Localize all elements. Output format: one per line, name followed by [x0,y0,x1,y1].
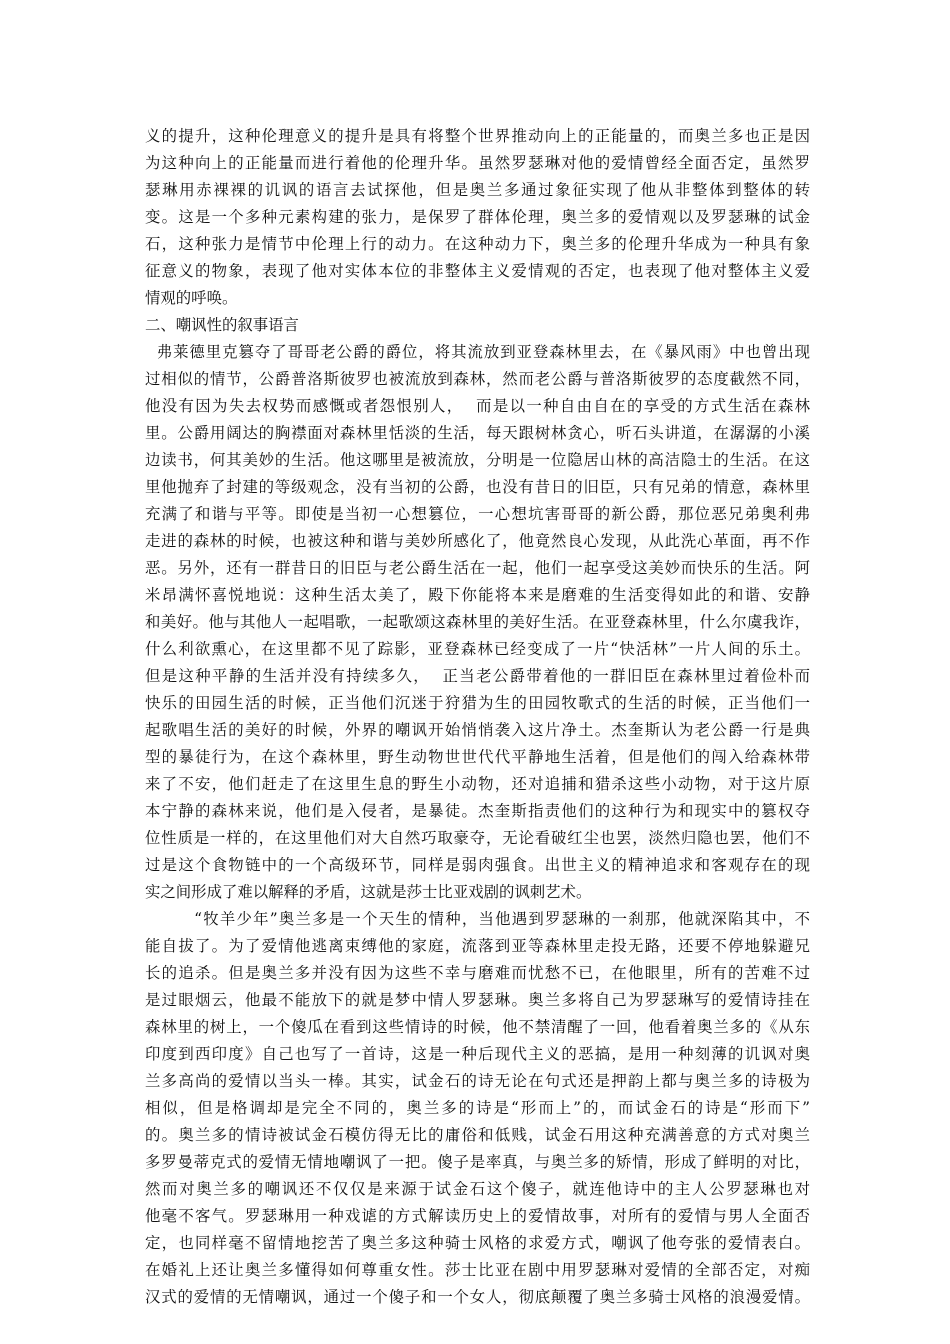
text-line: 弗莱德里克篡夺了哥哥老公爵的爵位，将其流放到亚登森林里去，在《暴风雨》中也曾出现 [145,343,810,361]
text-line: 汉式的爱情的无情嘲讽，通过一个傻子和一个女人，彻底颠覆了奥兰多骑士风格的浪漫爱情。 [145,1288,810,1306]
text-line: 位性质是一样的，在这里他们对大自然巧取豪夺，无论看破红尘也罢，淡然归隐也罢，他们不 [145,829,810,847]
text-line: 实之间形成了难以解释的矛盾，这就是莎士比亚戏剧的讽刺艺术。 [145,883,592,901]
text-line: 过相似的情节，公爵普洛斯彼罗也被流放到森林，然而老公爵与普洛斯彼罗的态度截然不同， [145,370,810,388]
text-line: 里。公爵用阔达的胸襟面对森林里恬淡的生活，每天跟树林贪心，听石头讲道，在潺潺的小溪 [145,424,810,442]
text-line: 但是这种平静的生活并没有持续多久， 正当老公爵带着他的一群旧臣在森林里过着俭朴而 [145,667,810,685]
text-line: 在婚礼上还让奥兰多懂得如何尊重女性。莎士比亚在剧中用罗瑟琳对爱情的全部否定，对痴 [145,1261,810,1279]
text-line: 印度到西印度》自己也写了一首诗，这是一种后现代主义的恶搞，是用一种刻薄的讥讽对奥 [145,1045,810,1063]
text-line: 来了不安，他们赶走了在这里生息的野生小动物，还对追捕和猎杀这些小动物，对于这片原 [145,775,810,793]
text-line: 定，也同样毫不留情地挖苦了奥兰多这种骑士风格的求爱方式，嘲讽了他夸张的爱情表白。 [145,1234,810,1252]
text-line: 和美好。他与其他人一起唱歌，一起歌颂这森林里的美好生活。在亚登森林里，什么尔虞我诈， [145,613,810,631]
text-line: 情观的呼唤。 [145,289,238,307]
text-line: 走进的森林的时候，也被这种和谐与美妙所感化了，他竟然良心发现，从此洗心革面，再不作 [145,532,810,550]
text-line: 是过眼烟云，他最不能放下的就是梦中情人罗瑟琳。奥兰多将自己为罗瑟琳写的爱情诗挂在 [145,991,810,1009]
text-line: 相似，但是格调却是完全不同的，奥兰多的诗是“形而上”的，而试金石的诗是“形而下” [145,1099,810,1117]
text-line: 本宁静的森林来说，他们是入侵者，是暴徒。杰奎斯指责他们的这种行为和现实中的篡权夺 [145,802,810,820]
text-line: 为这种向上的正能量而进行着他的伦理升华。虽然罗瑟琳对他的爱情曾经全面否定，虽然罗 [145,154,810,172]
text-line: 变。这是一个多种元素构建的张力，是保罗了群体伦理，奥兰多的爱情观以及罗瑟琳的试金 [145,208,810,226]
text-line: 型的暴徒行为，在这个森林里，野生动物世世代代平静地生活着，但是他们的闯入给森林带 [145,748,810,766]
text-line: 能自拔了。为了爱情他逃离束缚他的家庭，流落到亚等森林里走投无路，还要不停地躲避兄 [145,937,810,955]
text-line: 长的追杀。但是奥兰多并没有因为这些不幸与磨难而忧愁不已，在他眼里，所有的苦难不过 [145,964,810,982]
text-line: 的。奥兰多的情诗被试金石模仿得无比的庸俗和低贱，试金石用这种充满善意的方式对奥兰 [145,1126,810,1144]
text-line: 森林里的树上，一个傻瓜在看到这些情诗的时候，他不禁清醒了一回，他看着奥兰多的《从东 [145,1018,810,1036]
text-line: 米昂满怀喜悦地说：这种生活太美了，殿下你能将本来是磨难的生活变得如此的和谐、安静 [145,586,810,604]
text-line: 他没有因为失去权势而感慨或者怨恨别人， 而是以一种自由自在的享受的方式生活在森林 [145,397,810,415]
section-heading: 二、嘲讽性的叙事语言 [145,316,299,334]
paragraph-forest-exile [145,339,810,906]
text-line: 他毫不客气。罗瑟琳用一种戏谑的方式解读历史上的爱情故事，对所有的爱情与男人全面否 [145,1207,810,1225]
text-line: 然而对奥兰多的嘲讽还不仅仅是来源于试金石这个傻子，就连他诗中的主人公罗瑟琳也对 [145,1180,810,1198]
text-line: 充满了和谐与平等。即使是当初一心想篡位，一心想坑害哥哥的新公爵，那位恶兄弟奥利弗 [145,505,810,523]
text-line: 多罗曼蒂克式的爱情无情地嘲讽了一把。傻子是率真，与奥兰多的矫情，形成了鲜明的对比， [145,1153,810,1171]
paragraph-ethics-sublimation [145,123,810,312]
text-line: 义的提升，这种伦理意义的提升是具有将整个世界推动向上的正能量的，而奥兰多也正是因 [145,127,810,145]
text-line: 恶。另外，还有一群昔日的旧臣与老公爵生活在一起，他们一起享受这美妙而快乐的生活。阿 [145,559,810,577]
text-line: 瑟琳用赤裸裸的讥讽的语言去试探他，但是奥兰多通过象征实现了他从非整体到整体的转 [145,181,810,199]
text-line: 什么利欲熏心，在这里都不见了踪影，亚登森林已经变成了一片“快活林”一片人间的乐土。 [145,640,810,658]
text-line: “牧羊少年”奥兰多是一个天生的情种，当他遇到罗瑟琳的一刹那，他就深陷其中，不 [145,910,810,928]
text-line: 过是这个食物链中的一个高级环节，同样是弱肉强食。出世主义的精神追求和客观存在的现 [145,856,810,874]
paragraph-orlando-love [145,906,810,1311]
text-line: 起歌唱生活的美好的时候，外界的嘲讽开始悄悄袭入这片净土。杰奎斯认为老公爵一行是典 [145,721,810,739]
text-line: 里他抛弃了封建的等级观念，没有当初的公爵，也没有昔日的旧臣，只有兄弟的情意，森林里 [145,478,810,496]
text-line: 征意义的物象，表现了他对实体本位的非整体主义爱情观的否定，也表现了他对整体主义爱 [145,262,810,280]
text-line: 快乐的田园生活的时候，正当他们沉迷于狩猎为生的田园牧歌式的生活的时候，正当他们一 [145,694,810,712]
text-line: 石，这种张力是情节中伦理上行的动力。在这种动力下，奥兰多的伦理升华成为一种具有象 [145,235,810,253]
document-page [145,123,810,1311]
text-line: 兰多高尚的爱情以当头一棒。其实，试金石的诗无论在句式还是押韵上都与奥兰多的诗极为 [145,1072,810,1090]
text-line: 边读书，何其美妙的生活。他这哪里是被流放，分明是一位隐居山林的高洁隐士的生活。在这 [145,451,810,469]
